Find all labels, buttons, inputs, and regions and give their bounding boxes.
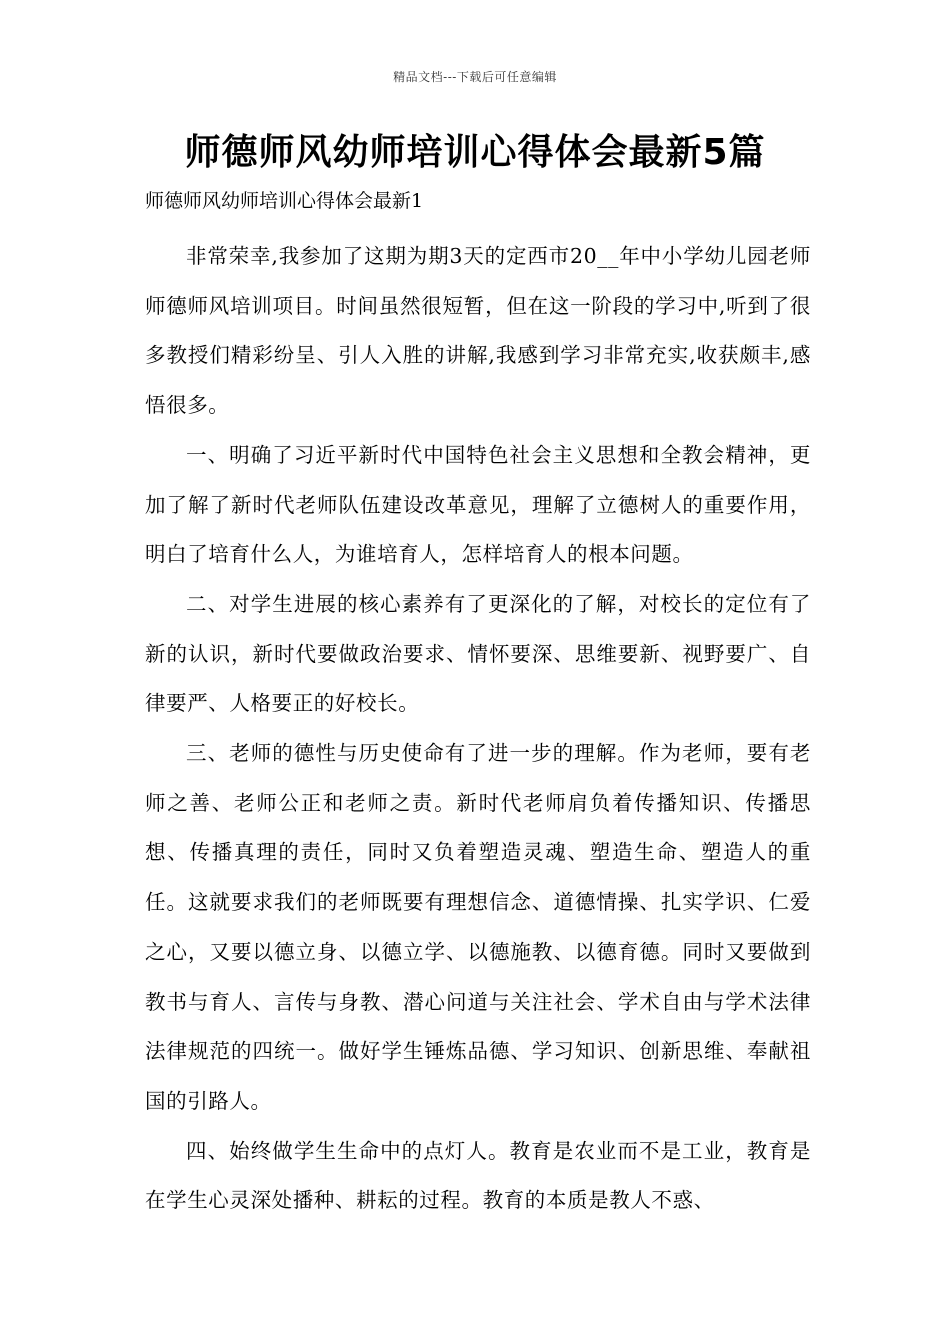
header-note: 精品文档---下载后可任意编辑 bbox=[393, 70, 557, 84]
paragraph-2: 一、明确了习近平新时代中国特色社会主义思想和全教会精神，更加了解了新时代老师队伍建设改革意见，理解了立德树人的重要作用，明白了培育什么人，为谁培育人，怎样培育人的根本问题。 bbox=[145, 442, 811, 567]
paragraph-4: 三、老师的德性与历史使命有了进一步的理解。作为老师，要有老师之善、老师公正和老师之责。新时代老师肩负着传播知识、传播思想、传播真理的责任，同时又负着塑造灵魂、塑造生命、塑造人的重任。这就要求我们的老师既要有理想信念、道德情操、扎实学识、仁爱之心，又要以德立身、以德立学、以德施教、以德育德。同时又要做到教书与育人、言传与身教、潜心问道与关注社会、学术自由与学术法律法律规范的四统一。做好学生锤炼品德、学习知识、创新思维、奉献祖国的引路人。 bbox=[145, 741, 811, 1113]
section-subtitle: 师德师风幼师培训心得体会最新1 bbox=[145, 190, 424, 212]
paragraph-5: 四、始终做学生生命中的点灯人。教育是农业而不是工业，教育是在学生心灵深处播种、耕耘的过程。教育的本质是教人不惑、 bbox=[145, 1138, 811, 1213]
paragraph-3: 二、对学生进展的核心素养有了更深化的了解，对校长的定位有了新的认识，新时代要做政治要求、情怀要深、思维要新、视野要广、自律要严、人格要正的好校长。 bbox=[145, 591, 811, 716]
document-title: 师德师风幼师培训心得体会最新5篇 bbox=[184, 132, 766, 173]
paragraph-1: 非常荣幸,我参加了这期为期3天的定西市20__年中小学幼儿园老师师德师风培训项目。时间虽然很短暂，但在这一阶段的学习中,听到了很多教授们精彩纷呈、引人入胜的讲解,我感到学习非常充实,收获颇丰,感悟很多。 bbox=[145, 244, 811, 418]
body-text bbox=[145, 232, 811, 1226]
